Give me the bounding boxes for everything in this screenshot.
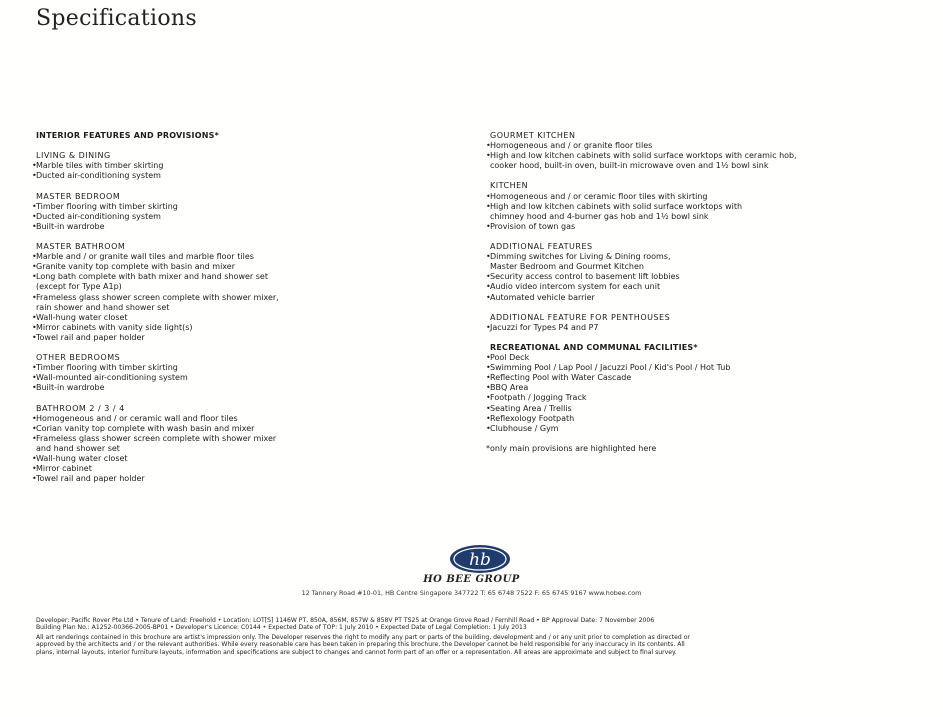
spec-item	[32, 262, 472, 272]
section-heading: MASTER BEDROOM	[36, 191, 121, 201]
bullet-icon: •	[486, 393, 491, 403]
bullet-icon: •	[486, 272, 491, 282]
bullet-icon: •	[32, 373, 37, 383]
spec-item	[486, 252, 926, 262]
spec-item-continuation	[32, 303, 472, 313]
spec-item	[486, 192, 926, 202]
spec-section	[32, 192, 472, 232]
spec-item-continuation	[486, 161, 926, 171]
spec-item-text: Corian vanity top complete with wash basin and mixer	[36, 423, 255, 433]
section-heading: LIVING & DINING	[36, 151, 111, 161]
spec-item	[486, 373, 926, 383]
section-heading: RECREATIONAL AND COMMUNAL FACILITIES*	[490, 342, 698, 352]
bullet-icon: •	[486, 191, 491, 201]
logo-text: hb	[469, 550, 491, 570]
bullet-icon: •	[486, 292, 491, 302]
spec-section	[32, 151, 472, 181]
bullet-icon: •	[486, 252, 491, 262]
spec-item-text: Jacuzzi for Types P4 and P7	[490, 322, 599, 332]
spec-section	[486, 131, 926, 171]
brand-name: HO BEE GROUP	[423, 574, 520, 585]
spec-item-text: Mirror cabinet	[36, 464, 92, 474]
section-heading: OTHER BEDROOMS	[36, 353, 121, 363]
spec-item-continuation	[32, 282, 472, 292]
spec-item-text: BBQ Area	[490, 383, 529, 393]
spec-item-text: Dimming switches for Living & Dining rooms,	[490, 252, 671, 262]
spec-item	[486, 141, 926, 151]
spec-item-text: rain shower and hand shower set	[36, 302, 170, 312]
brand-address: 12 Tannery Road #10-01, HB Centre Singapore 347722 T: 65 6748 7522 F: 65 6745 9167 www.hobee.com	[301, 589, 642, 597]
spec-item-text: Frameless glass shower screen complete with shower mixer,	[36, 292, 279, 302]
spec-section	[486, 242, 926, 303]
section-heading: BATHROOM 2 / 3 / 4	[36, 403, 125, 413]
spec-item-text: Marble and / or granite wall tiles and marble floor tiles	[36, 252, 254, 262]
spec-item	[486, 404, 926, 414]
disclaimer	[36, 634, 923, 656]
spec-item-text: Homogeneous and / or ceramic floor tiles with skirting	[490, 191, 708, 201]
spec-item-text: Clubhouse / Gym	[490, 423, 559, 433]
spec-item	[486, 424, 926, 434]
bullet-icon: •	[32, 332, 37, 342]
developer-line-1: Developer: Pacific Rover Pte Ltd • Tenure of Land: Freehold • Location: LOT[S] 1146W PT, 850A, 856M, 857W & 858V PT TS25 at Orange Grove Road / Fernhill Road • BP Approval Date: 7 November 2006	[36, 617, 655, 624]
section-heading: ADDITIONAL FEATURES	[490, 242, 593, 252]
right-column	[486, 131, 926, 454]
bullet-icon: •	[32, 292, 37, 302]
bullet-icon: •	[32, 201, 37, 211]
spec-item	[486, 222, 926, 232]
section-heading: ADDITIONAL FEATURE FOR PENTHOUSES	[490, 312, 671, 322]
spec-item	[32, 464, 472, 474]
bullet-icon: •	[486, 151, 491, 161]
spec-item-text: Provision of town gas	[490, 221, 576, 231]
spec-item-text: Wall-mounted air-conditioning system	[36, 373, 188, 383]
spec-item-text: and hand shower set	[36, 443, 120, 453]
spec-section	[32, 404, 472, 485]
spec-item	[32, 171, 472, 181]
spec-item-text: Wall-hung water closet	[36, 454, 128, 463]
spec-item-text: Audio video intercom system for each unit	[490, 282, 661, 292]
spec-item-text: Pool Deck	[490, 353, 530, 363]
bullet-icon: •	[32, 464, 37, 474]
spec-item-continuation	[486, 262, 926, 272]
section-heading: INTERIOR FEATURES AND PROVISIONS*	[36, 131, 219, 140]
spec-item-text: Footpath / Jogging Track	[490, 393, 587, 403]
spec-section	[486, 343, 926, 434]
spec-item-text: Wall-hung water closet	[36, 312, 128, 322]
ho-bee-logo-icon	[449, 544, 511, 574]
spec-item	[32, 383, 472, 393]
section-heading: GOURMET KITCHEN	[490, 131, 576, 140]
spec-item-text: Timber flooring with timber skirting	[36, 201, 178, 211]
spec-item-text: Seating Area / Trellis	[490, 403, 572, 413]
bullet-icon: •	[486, 413, 491, 423]
spec-item	[32, 323, 472, 333]
spec-item	[32, 414, 472, 424]
spec-item-text: High and low kitchen cabinets with solid surface worktops with	[490, 201, 743, 211]
spec-item-text: Reflecting Pool with Water Cascade	[490, 373, 632, 383]
spec-item-text: Built-in wardrobe	[36, 383, 105, 393]
spec-section	[32, 131, 472, 141]
disclaimer-line-3: plans, internal layouts, interior furniture layouts, information and specifications are subject to changes and cannot form part of an offer or a representation. All areas are approximate and subject to final survey.	[36, 648, 677, 656]
spec-item-text: Frameless glass shower screen complete with shower mixer	[36, 433, 277, 443]
spec-item-text: cooker hood, built-in oven, built-in microwave oven and 1½ bowl sink	[490, 161, 769, 171]
bullet-icon: •	[32, 474, 37, 484]
spec-item-text: Swimming Pool / Lap Pool / Jacuzzi Pool / Kid's Pool / Hot Tub	[490, 363, 731, 373]
bullet-icon: •	[32, 211, 37, 221]
bullet-icon: •	[32, 423, 37, 433]
bullet-icon: •	[486, 353, 491, 363]
spec-item-text: Ducted air-conditioning system	[36, 211, 161, 221]
bullet-icon: •	[486, 383, 491, 393]
spec-item	[32, 434, 472, 444]
disclaimer-line-1: All art renderings contained in this brochure are artist's impression only. The Developer reserves the right to modify any part or parts of the building, development and / or any unit prior to completion as directed or	[36, 634, 690, 641]
spec-item-text: Master Bedroom and Gourmet Kitchen	[490, 262, 644, 272]
spec-item	[32, 202, 472, 212]
spec-item	[486, 293, 926, 303]
bullet-icon: •	[486, 141, 491, 151]
spec-item	[32, 293, 472, 303]
spec-item-text: Timber flooring with timber skirting	[36, 363, 178, 373]
spec-item	[486, 383, 926, 393]
spec-item-text: High and low kitchen cabinets with solid surface worktops with ceramic hob,	[490, 151, 797, 161]
spec-item	[32, 222, 472, 232]
bullet-icon: •	[32, 413, 37, 423]
section-heading: KITCHEN	[490, 181, 529, 191]
spec-item	[32, 454, 472, 464]
spec-section	[486, 181, 926, 231]
spec-item	[486, 272, 926, 282]
spec-section	[32, 353, 472, 393]
footnote: *only main provisions are highlighted here	[486, 443, 657, 453]
bullet-icon: •	[486, 373, 491, 383]
bullet-icon: •	[32, 161, 37, 171]
spec-section	[32, 242, 472, 343]
spec-item	[32, 373, 472, 383]
spec-section	[486, 313, 926, 333]
page-title: Specifications	[36, 6, 197, 31]
bullet-icon: •	[32, 322, 37, 332]
spec-item	[32, 212, 472, 222]
spec-item-text: Built-in wardrobe	[36, 221, 105, 231]
spec-item	[486, 323, 926, 333]
spec-item	[486, 414, 926, 424]
spec-item-text: Automated vehicle barrier	[490, 292, 595, 302]
spec-item-text: Granite vanity top complete with basin and mixer	[36, 262, 235, 272]
bullet-icon: •	[32, 454, 37, 463]
spec-item-text: Homogeneous and / or ceramic wall and floor tiles	[36, 413, 238, 423]
bullet-icon: •	[32, 252, 37, 262]
spec-item	[32, 424, 472, 434]
spec-item	[32, 161, 472, 171]
bullet-icon: •	[486, 221, 491, 231]
section-heading: MASTER BATHROOM	[36, 242, 126, 252]
bullet-icon: •	[486, 282, 491, 292]
spec-item-text: (except for Type A1p)	[36, 282, 122, 292]
left-column	[32, 131, 472, 494]
spec-item	[32, 474, 472, 484]
spec-item-continuation	[486, 212, 926, 222]
bullet-icon: •	[32, 383, 37, 393]
spec-item	[32, 363, 472, 373]
spec-item	[486, 151, 926, 161]
disclaimer-line-2: approved by the architects and / or the relevant authorities. While every reasonable care has been taken in preparing this brochure, the Developer cannot be held responsible for any inaccuracy in its contents. All	[36, 641, 685, 649]
spec-item-text: Reflexology Footpath	[490, 413, 575, 423]
bullet-icon: •	[32, 171, 37, 181]
spec-item	[486, 202, 926, 212]
bullet-icon: •	[486, 322, 491, 332]
spec-item-text: Mirror cabinets with vanity side light(s)	[36, 322, 193, 332]
spec-item	[32, 313, 472, 323]
bullet-icon: •	[486, 363, 491, 373]
spec-item	[486, 363, 926, 373]
spec-item	[486, 353, 926, 363]
bullet-icon: •	[486, 403, 491, 413]
bullet-icon: •	[32, 262, 37, 272]
spec-item	[486, 282, 926, 292]
spec-item-text: Long bath complete with bath mixer and hand shower set	[36, 272, 268, 282]
bullet-icon: •	[32, 272, 37, 282]
spec-item-text: Security access control to basement lift lobbies	[490, 272, 680, 282]
bullet-icon: •	[32, 363, 37, 373]
bullet-icon: •	[486, 201, 491, 211]
spec-item-text: chimney hood and 4-burner gas hob and 1½ bowl sink	[490, 211, 709, 221]
bullet-icon: •	[32, 433, 37, 443]
spec-item	[32, 272, 472, 282]
bullet-icon: •	[32, 312, 37, 322]
spec-item	[32, 333, 472, 343]
spec-item	[486, 393, 926, 403]
spec-item	[32, 252, 472, 262]
spec-item-text: Towel rail and paper holder	[36, 332, 145, 342]
spec-item-continuation	[32, 444, 472, 454]
spec-item-text: Ducted air-conditioning system	[36, 171, 161, 181]
spec-item-text: Homogeneous and / or granite floor tiles	[490, 141, 653, 151]
developer-line-2: Building Plan No.: A1252-00366-2005-BP01 • Developer's Licence: C0144 • Expected Date of TOP: 1 July 2010 • Expected Date of Legal Completion: 1 July 2013	[36, 624, 527, 632]
spec-item-text: Marble tiles with timber skirting	[36, 161, 164, 171]
bullet-icon: •	[486, 423, 491, 433]
bullet-icon: •	[32, 221, 37, 231]
spec-item-text: Towel rail and paper holder	[36, 474, 145, 484]
developer-info	[36, 617, 923, 632]
